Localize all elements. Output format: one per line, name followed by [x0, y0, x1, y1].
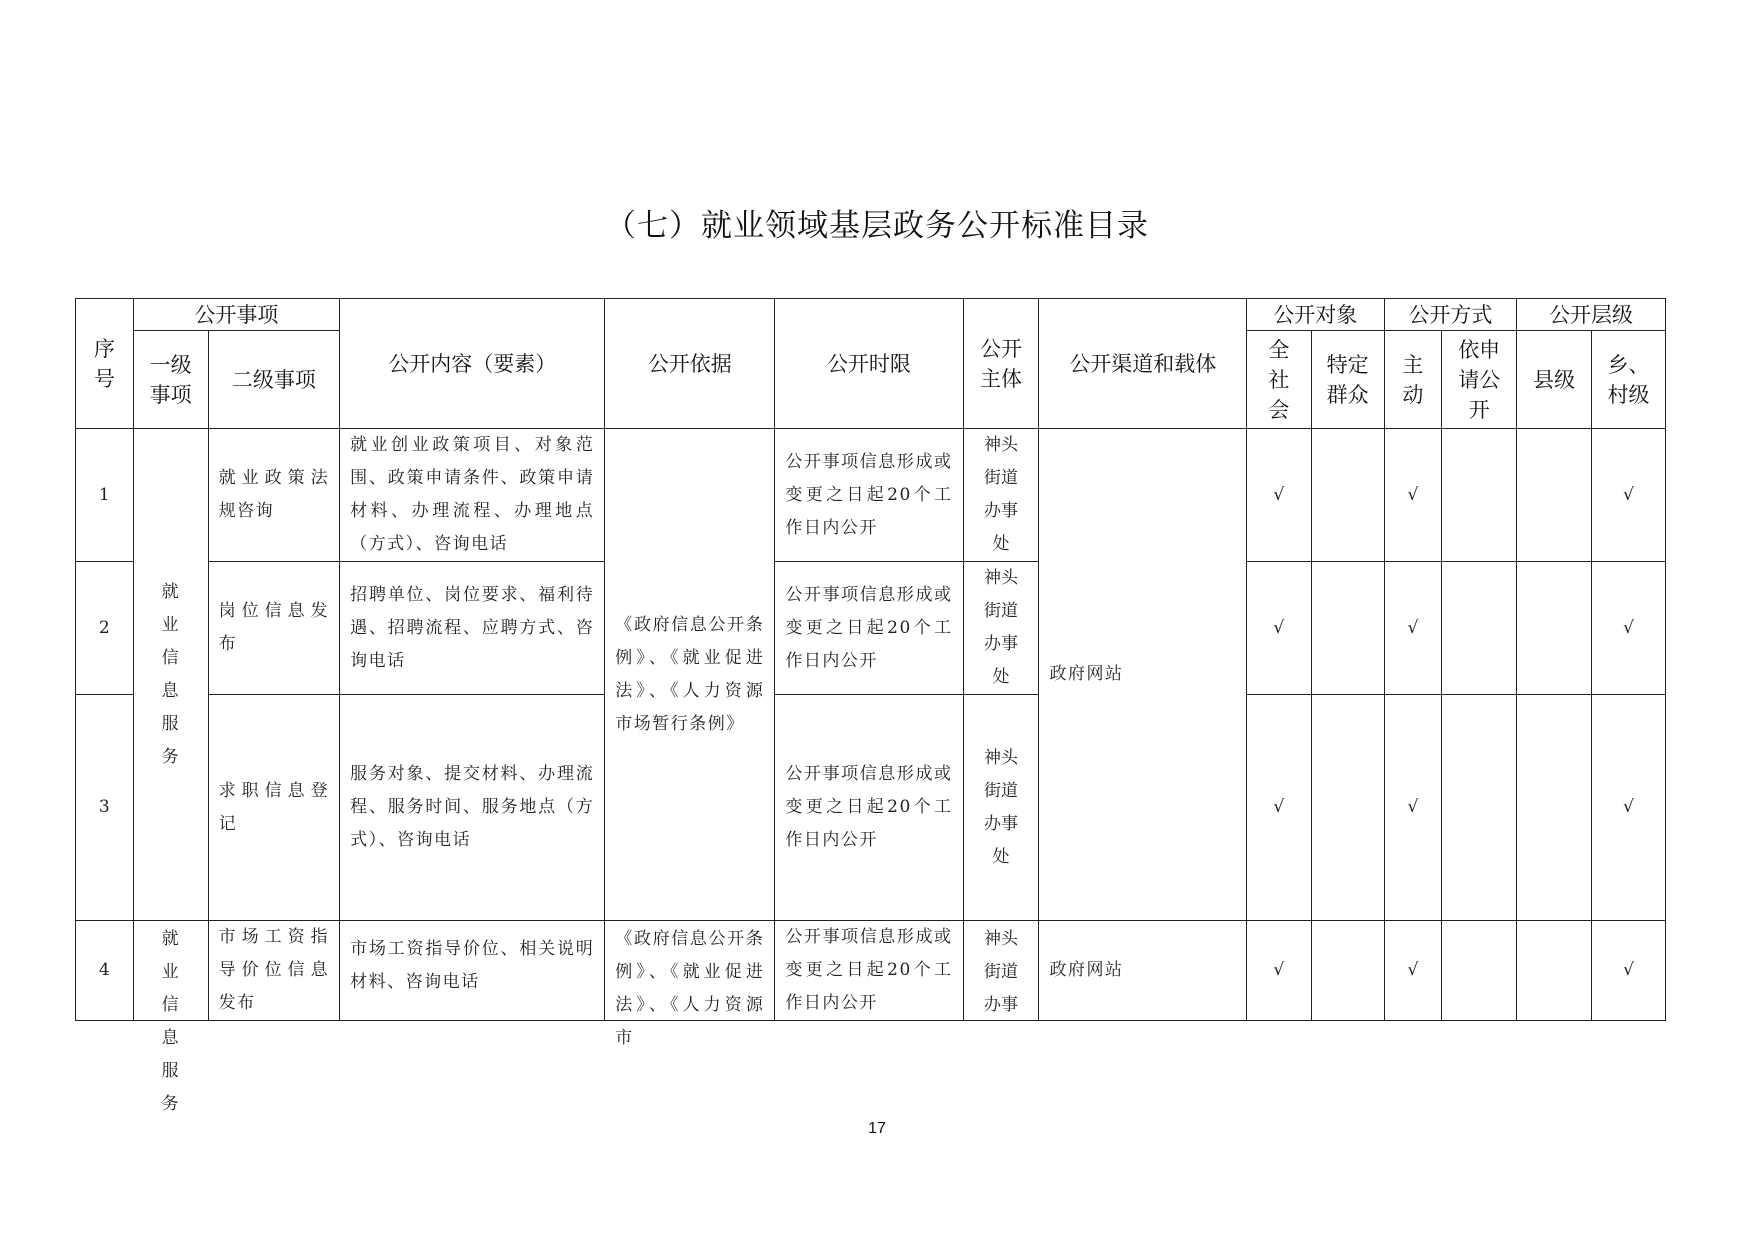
row-seq: 3: [76, 695, 134, 921]
header-target-specific: 特定群众: [1311, 331, 1384, 429]
header-channel: 公开渠道和载体: [1039, 299, 1246, 429]
basis-cell: 《政府信息公开条例》、《就业促进法》、《人力资源市: [605, 921, 775, 1021]
row-seq: 4: [76, 921, 134, 1021]
header-target-all: 全社会: [1246, 331, 1311, 429]
row-seq: 2: [76, 562, 134, 695]
header-level-group: 公开层级: [1517, 299, 1666, 331]
level2-cell: 就业政策法规咨询: [208, 429, 340, 562]
subject-cell: 神头街道办事处: [963, 562, 1039, 695]
row-seq: 1: [76, 429, 134, 562]
page-number: 17: [868, 1120, 886, 1137]
subject-cell: 神头街道办事处: [963, 429, 1039, 562]
method-request-check: [1442, 695, 1517, 921]
header-level-county: 县级: [1517, 331, 1592, 429]
content-cell: 招聘单位、岗位要求、福利待遇、招聘流程、应聘方式、咨询电话: [340, 562, 605, 695]
level1-cell: 就业信息服务: [133, 921, 208, 1021]
method-active-check: √: [1384, 429, 1442, 562]
level-town-check: √: [1592, 562, 1666, 695]
level-county-check: [1517, 562, 1592, 695]
target-all-check: √: [1246, 921, 1311, 1021]
header-row-1: [76, 299, 1666, 331]
method-active-check: √: [1384, 921, 1442, 1021]
header-level2: 二级事项: [208, 331, 340, 429]
time-limit-cell: 公开事项信息形成或变更之日起20个工作日内公开: [775, 921, 963, 1021]
target-all-check: √: [1246, 695, 1311, 921]
level2-cell: 求职信息登记: [208, 695, 340, 921]
content-cell: 服务对象、提交材料、办理流程、服务时间、服务地点（方式）、咨询电话: [340, 695, 605, 921]
target-all-check: √: [1246, 562, 1311, 695]
method-request-check: [1442, 429, 1517, 562]
method-active-check: √: [1384, 695, 1442, 921]
header-time-limit: 公开时限: [775, 299, 963, 429]
header-level-town: 乡、村级: [1592, 331, 1666, 429]
method-request-check: [1442, 562, 1517, 695]
content-cell: 市场工资指导价位、相关说明材料、咨询电话: [340, 921, 605, 1021]
catalog-table: [75, 298, 1666, 1114]
time-limit-cell: 公开事项信息形成或变更之日起20个工作日内公开: [775, 562, 963, 695]
page-title: （七）就业领域基层政务公开标准目录: [605, 208, 1149, 244]
channel-cell: 政府网站: [1039, 429, 1246, 921]
table-row: [76, 429, 1666, 562]
header-method-group: 公开方式: [1384, 299, 1517, 331]
target-specific-check: [1311, 562, 1384, 695]
level1-cell: 就业信息服务: [133, 429, 208, 921]
level2-cell: 市场工资指导价位信息发布: [208, 921, 340, 1021]
header-method-active: 主动: [1384, 331, 1442, 429]
header-content: 公开内容（要素）: [340, 299, 605, 429]
level-county-check: [1517, 695, 1592, 921]
target-specific-check: [1311, 921, 1384, 1021]
header-target-group: 公开对象: [1246, 299, 1384, 331]
level-town-check: √: [1592, 921, 1666, 1021]
header-seq: 序号: [76, 299, 134, 429]
header-basis: 公开依据: [605, 299, 775, 429]
time-limit-cell: 公开事项信息形成或变更之日起20个工作日内公开: [775, 695, 963, 921]
subject-cell: 神头街道办事处: [963, 695, 1039, 921]
header-method-request: 依申请公开: [1442, 331, 1517, 429]
header-subject: 公开主体: [963, 299, 1039, 429]
level2-cell: 岗位信息发布: [208, 562, 340, 695]
content-cell: 就业创业政策项目、对象范围、政策申请条件、政策申请材料、办理流程、办理地点（方式）、咨询电话: [340, 429, 605, 562]
method-request-check: [1442, 921, 1517, 1021]
table-row: [76, 695, 1666, 921]
subject-cell: 神头街道办事: [963, 921, 1039, 1021]
target-all-check: √: [1246, 429, 1311, 562]
time-limit-cell: 公开事项信息形成或变更之日起20个工作日内公开: [775, 429, 963, 562]
table-row: [76, 562, 1666, 695]
table-row: [76, 921, 1666, 1021]
method-active-check: √: [1384, 562, 1442, 695]
header-level1: 一级事项: [133, 331, 208, 429]
level-county-check: [1517, 921, 1592, 1021]
level-county-check: [1517, 429, 1592, 562]
basis-cell: 《政府信息公开条例》、《就业促进法》、《人力资源市场暂行条例》: [605, 429, 775, 921]
level-town-check: √: [1592, 429, 1666, 562]
target-specific-check: [1311, 695, 1384, 921]
target-specific-check: [1311, 429, 1384, 562]
level-town-check: √: [1592, 695, 1666, 921]
channel-cell: 政府网站: [1039, 921, 1246, 1021]
header-items-group: 公开事项: [133, 299, 339, 331]
